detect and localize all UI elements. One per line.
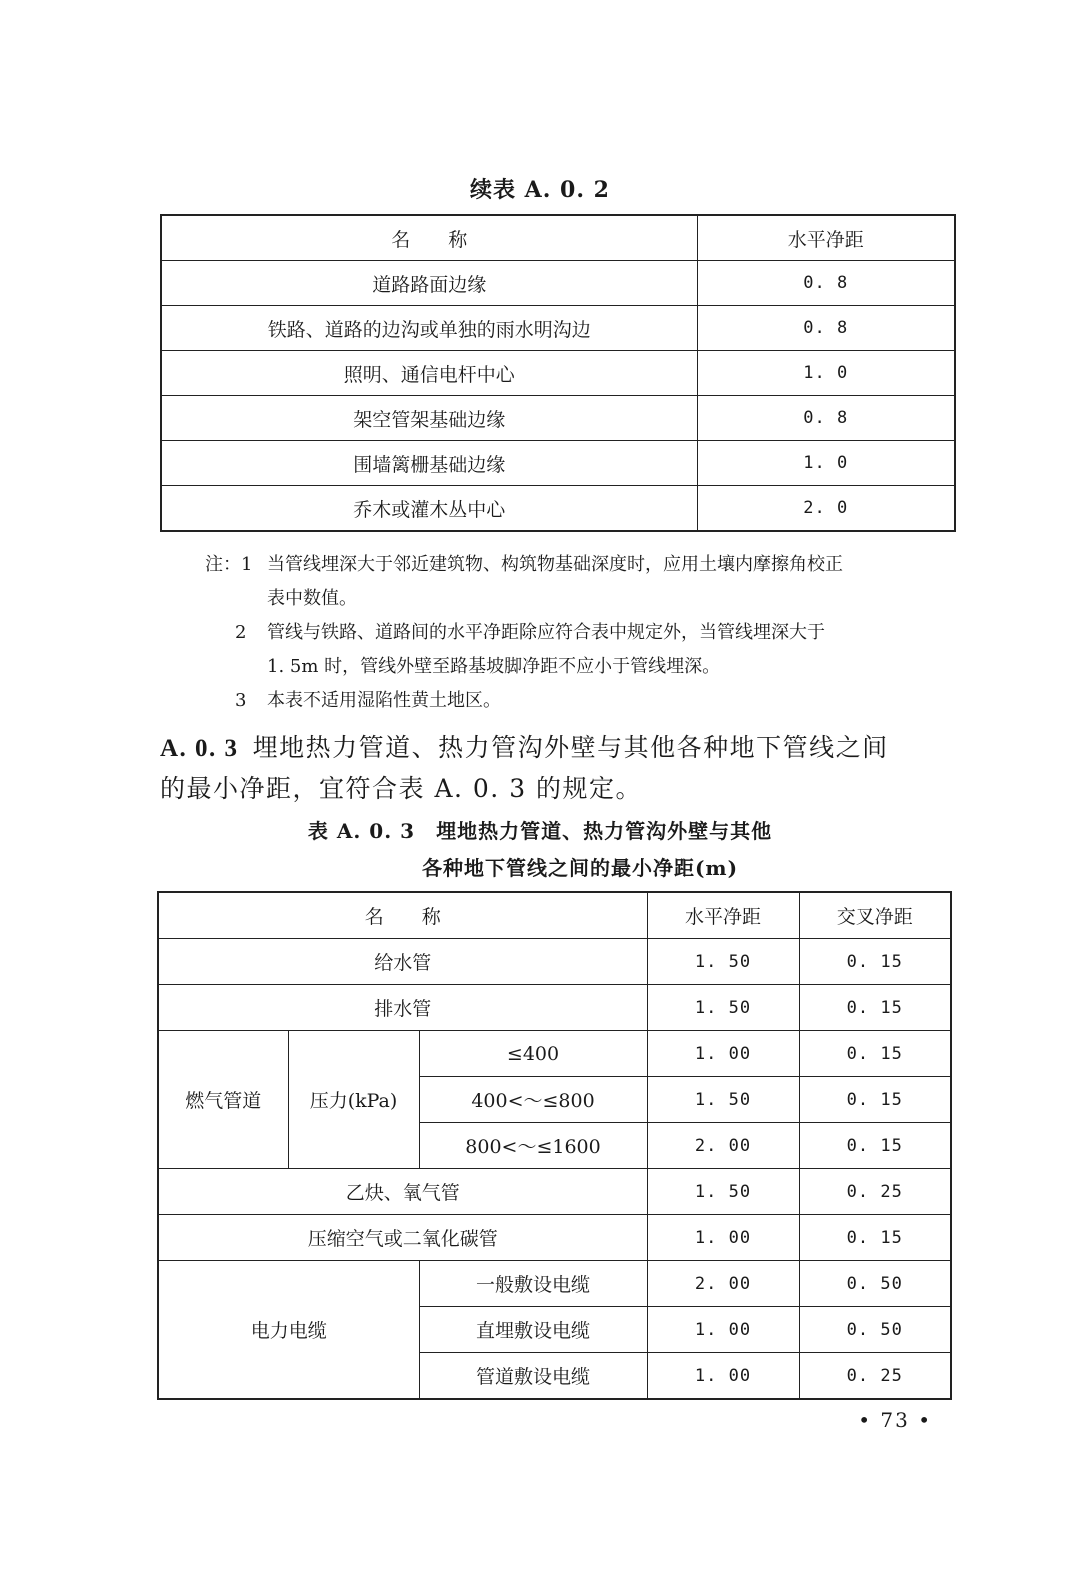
- row-name: 压缩空气或二氧化碳管: [158, 1215, 647, 1261]
- note-3: [205, 684, 955, 718]
- row-horizontal: 1. 50: [647, 1077, 799, 1123]
- header-name: 名 称: [161, 215, 697, 261]
- header-name: 名 称: [158, 892, 647, 939]
- min-clearance-table: [157, 891, 952, 1400]
- row-name: 铁路、道路的边沟或单独的雨水明沟边: [161, 306, 697, 351]
- row-crossing: 0. 15: [799, 1031, 951, 1077]
- note-text: 本表不适用湿陷性黄土地区。: [267, 690, 501, 711]
- table-row: [161, 261, 955, 306]
- note-2: [205, 616, 955, 684]
- row-crossing: 0. 15: [799, 939, 951, 985]
- table-notes: [205, 548, 955, 718]
- header-horizontal: 水平净距: [647, 892, 799, 939]
- table1-title: 续表 A. 0. 2: [470, 177, 610, 203]
- row-value: 0. 8: [697, 306, 955, 351]
- row-horizontal: 1. 00: [647, 1307, 799, 1353]
- row-crossing: 0. 15: [799, 1077, 951, 1123]
- power-type: 一般敷设电缆: [419, 1261, 647, 1307]
- row-name: 围墙篱栅基础边缘: [161, 441, 697, 486]
- table-row: [161, 306, 955, 351]
- row-crossing: 0. 50: [799, 1261, 951, 1307]
- table-row: [158, 985, 951, 1031]
- header-horizontal-distance: 水平净距: [697, 215, 955, 261]
- note-2-line2: 1. 5m 时，管线外壁至路基坡脚净距不应小于管线埋深。: [267, 656, 721, 677]
- row-horizontal: 1. 50: [647, 939, 799, 985]
- row-name: 乔木或灌木丛中心: [161, 486, 697, 532]
- row-horizontal: 2. 00: [647, 1123, 799, 1169]
- table-row: [158, 1215, 951, 1261]
- power-type: 管道敷设电缆: [419, 1353, 647, 1400]
- section-line1: 埋地热力管道、热力管沟外壁与其他各种地下管线之间: [252, 733, 889, 762]
- row-name: 道路路面边缘: [161, 261, 697, 306]
- table-row: [158, 1169, 951, 1215]
- row-value: 0. 8: [697, 261, 955, 306]
- note-2-number: 2: [235, 622, 247, 643]
- row-horizontal: 1. 00: [647, 1031, 799, 1077]
- row-horizontal: 1. 50: [647, 1169, 799, 1215]
- row-crossing: 0. 15: [799, 985, 951, 1031]
- row-value: 1. 0: [697, 351, 955, 396]
- row-crossing: 0. 50: [799, 1307, 951, 1353]
- row-crossing: 0. 15: [799, 1215, 951, 1261]
- notes-label: 注：1: [205, 554, 253, 575]
- table-row: [161, 351, 955, 396]
- row-horizontal: 1. 00: [647, 1353, 799, 1400]
- row-crossing: 0. 25: [799, 1353, 951, 1400]
- gas-range: ≤400: [419, 1031, 647, 1077]
- section-a03-paragraph: [160, 728, 955, 809]
- row-horizontal: 1. 00: [647, 1215, 799, 1261]
- table-row: [161, 441, 955, 486]
- table-header-row: [158, 892, 951, 939]
- row-crossing: 0. 25: [799, 1169, 951, 1215]
- note-1: [205, 548, 955, 616]
- table-row: [158, 1031, 951, 1077]
- row-name: 排水管: [158, 985, 647, 1031]
- table-row: [161, 396, 955, 441]
- gas-group-label: 燃气管道: [158, 1031, 288, 1169]
- table-row: [158, 939, 951, 985]
- header-crossing: 交叉净距: [799, 892, 951, 939]
- row-value: 0. 8: [697, 396, 955, 441]
- row-name: 乙炔、氧气管: [158, 1169, 647, 1215]
- table-row: [158, 1261, 951, 1307]
- row-value: 1. 0: [697, 441, 955, 486]
- table-header-row: [161, 215, 955, 261]
- page-number: • 73 •: [858, 1408, 932, 1432]
- note-1-line2: 表中数值。: [267, 588, 357, 609]
- section-number: A. 0. 3: [160, 735, 239, 762]
- power-type: 直埋敷设电缆: [419, 1307, 647, 1353]
- note-2-line1: 管线与铁路、道路间的水平净距除应符合表中规定外，当管线埋深大于: [267, 622, 825, 643]
- note-1-line1: 当管线埋深大于邻近建筑物、构筑物基础深度时，应用土壤内摩擦角校正: [267, 554, 843, 575]
- power-group-label: 电力电缆: [158, 1261, 419, 1400]
- table2-caption-line1: 表 A. 0. 3 埋地热力管道、热力管沟外壁与其他: [307, 819, 773, 843]
- row-horizontal: 1. 50: [647, 985, 799, 1031]
- table-row: [161, 486, 955, 532]
- note-3-number: 3: [235, 690, 247, 711]
- section-line2: 的最小净距，宜符合表 A. 0. 3 的规定。: [160, 774, 643, 803]
- gas-pressure-label: 压力(kPa): [288, 1031, 419, 1169]
- row-name: 架空管架基础边缘: [161, 396, 697, 441]
- note-text: [267, 616, 955, 684]
- note-number: [205, 616, 267, 684]
- row-name: 照明、通信电杆中心: [161, 351, 697, 396]
- note-text: [267, 548, 955, 616]
- table2-caption-line2: 各种地下管线之间的最小净距(m): [421, 856, 739, 880]
- note-number: [205, 684, 267, 718]
- gas-range: 400<～≤800: [419, 1077, 647, 1123]
- gas-range: 800<～≤1600: [419, 1123, 647, 1169]
- row-value: 2. 0: [697, 486, 955, 532]
- row-horizontal: 2. 00: [647, 1261, 799, 1307]
- row-name: 给水管: [158, 939, 647, 985]
- row-crossing: 0. 15: [799, 1123, 951, 1169]
- clearance-table-continued: [160, 214, 956, 532]
